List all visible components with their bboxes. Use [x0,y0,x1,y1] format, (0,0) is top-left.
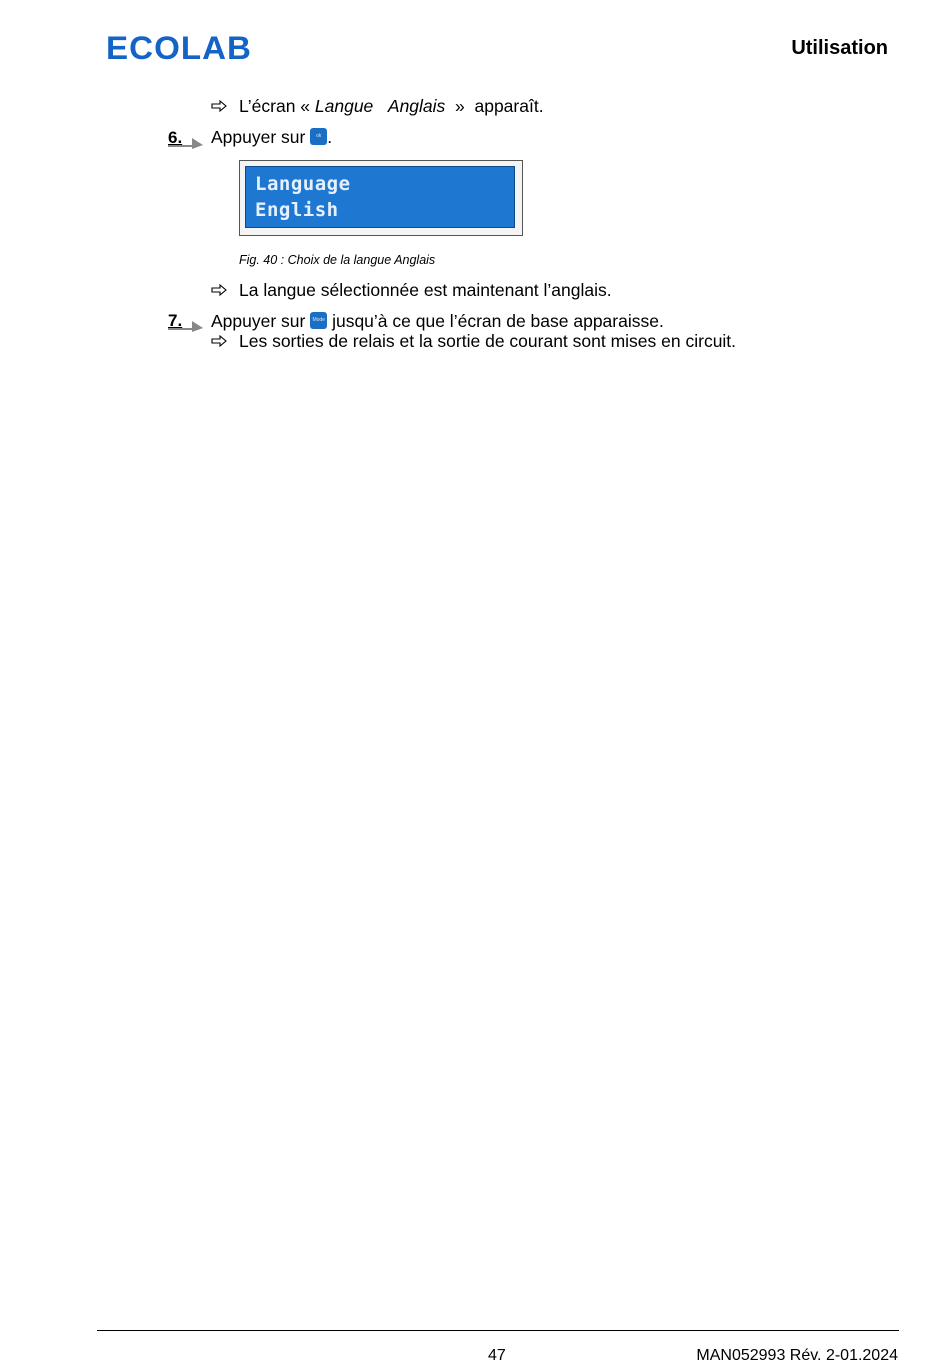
step-number: 6. [168,128,183,147]
logo-text: ECOLAB [106,30,252,62]
lcd-display-figure [239,160,523,236]
result-screen-appears: L’écran « Langue Anglais » apparaît. [239,96,544,116]
section-title: Utilisation [791,37,888,59]
step-number: 7. [168,311,183,330]
ecolab-logo [106,30,256,62]
document-reference: MAN052993 Rév. 2-01.2024 [696,1347,898,1364]
figure-caption: Fig. 40 : Choix de la langue Anglais [239,253,436,267]
result-arrow-icon [211,335,227,347]
result-language-selected: La langue sélectionnée est maintenant l’anglais. [239,280,612,300]
step-arrow-icon [168,136,204,150]
step-6-instruction: Appuyer sur ok . [211,127,333,147]
lcd-line-2: English [255,199,339,221]
step-7-instruction: Appuyer sur Mode jusqu’à ce que l’écran de base apparaisse. [211,311,664,331]
result-arrow-icon [211,100,227,112]
lcd-screen [245,166,515,228]
footer-divider [97,1330,899,1331]
result-arrow-icon [211,284,227,296]
step-arrow-icon [168,319,204,333]
lcd-line-1: Language [255,173,351,195]
ok-key-icon: ok [310,128,327,145]
result-outputs-enabled: Les sorties de relais et la sortie de courant sont mises en circuit. [239,331,737,351]
page-number: 47 [488,1347,506,1364]
mode-key-icon: Mode [310,312,327,329]
